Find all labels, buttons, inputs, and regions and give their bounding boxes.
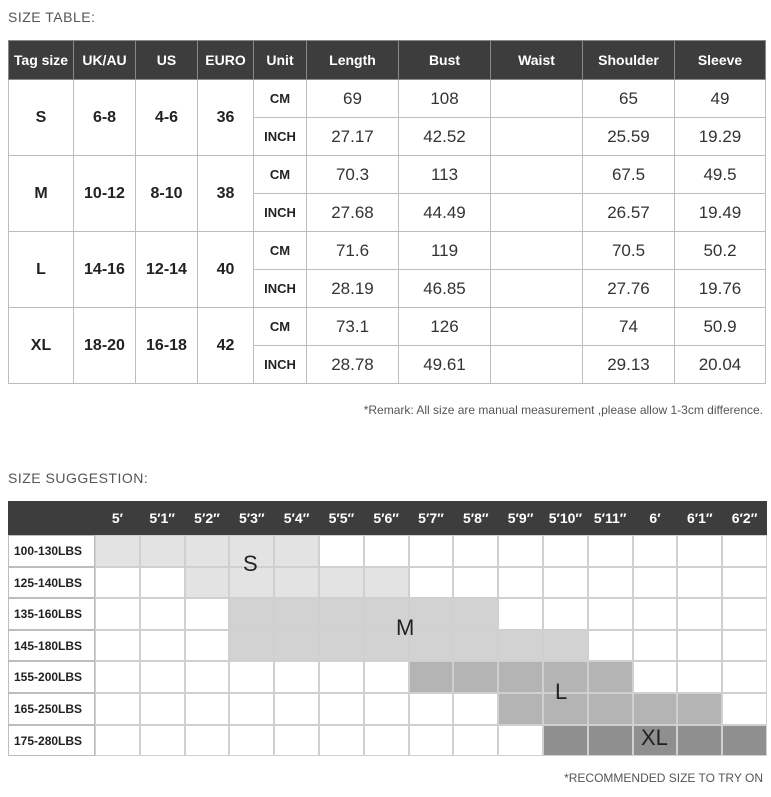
grid-cell	[677, 535, 722, 567]
size-cell-sleeve: 19.76	[675, 270, 766, 308]
grid-cell	[140, 725, 185, 757]
grid-cell	[409, 661, 454, 693]
size-cell-length: 69	[307, 80, 399, 118]
grid-cell	[319, 598, 364, 630]
size-table	[8, 40, 766, 384]
grid-cell	[319, 535, 364, 567]
weight-label: 145-180LBS	[8, 630, 95, 662]
height-header: 6′	[649, 510, 661, 526]
size-cell-length: 70.3	[307, 156, 399, 194]
size-cell-length: 27.17	[307, 118, 399, 156]
size-cell-shoulder: 67.5	[583, 156, 675, 194]
size-cell-unit: INCH	[254, 270, 307, 308]
size-cell-unit: INCH	[254, 346, 307, 384]
height-header: 5′6″	[373, 510, 400, 526]
size-cell-shoulder: 70.5	[583, 232, 675, 270]
height-header: 6′1″	[686, 510, 713, 526]
header-shoulder: Shoulder	[583, 41, 675, 80]
size-row-s-cm	[9, 80, 766, 118]
grid-cell	[409, 535, 454, 567]
grid-cell	[722, 630, 767, 662]
weight-label: 155-200LBS	[8, 661, 95, 693]
size-table-remark: *Remark: All size are manual measurement ,please allow 1-3cm difference.	[363, 403, 763, 417]
zone-label-l: L	[555, 679, 568, 704]
grid-cell	[409, 725, 454, 757]
height-header: 5′3″	[238, 510, 265, 526]
size-cell-us: 12-14	[136, 232, 198, 308]
grid-cell	[140, 567, 185, 599]
zone-label-m: M	[396, 615, 415, 640]
grid-cell	[722, 598, 767, 630]
header-sleeve: Sleeve	[675, 41, 766, 80]
header-euro: EURO	[198, 41, 254, 80]
grid-cell	[95, 693, 140, 725]
grid-cell	[274, 535, 319, 567]
size-cell-unit: INCH	[254, 194, 307, 232]
header-length: Length	[307, 41, 399, 80]
grid-cell	[409, 630, 454, 662]
grid-cell	[140, 535, 185, 567]
height-header: 5′11″	[593, 510, 627, 526]
grid-cell	[633, 661, 678, 693]
size-cell-unit: CM	[254, 308, 307, 346]
size-cell-waist	[491, 308, 583, 346]
grid-cell	[677, 567, 722, 599]
header-unit: Unit	[254, 41, 307, 80]
height-header: 5′8″	[462, 510, 489, 526]
grid-cell	[274, 567, 319, 599]
weight-label: 175-280LBS	[8, 725, 95, 757]
grid-cell	[498, 725, 543, 757]
size-table-header	[9, 41, 766, 80]
size-cell-bust: 44.49	[399, 194, 491, 232]
size-cell-euro: 40	[198, 232, 254, 308]
size-cell-uk: 6-8	[74, 80, 136, 156]
size-cell-uk: 18-20	[74, 308, 136, 384]
weight-label: 100-130LBS	[8, 535, 95, 567]
grid-cell	[319, 567, 364, 599]
grid-cell	[498, 567, 543, 599]
size-cell-waist	[491, 118, 583, 156]
grid-cell	[633, 567, 678, 599]
size-row-xl-cm	[9, 308, 766, 346]
grid-cell	[185, 661, 230, 693]
grid-cell	[588, 630, 633, 662]
grid-cell	[140, 661, 185, 693]
grid-cell	[588, 725, 633, 757]
grid-cell	[95, 630, 140, 662]
grid-cell	[633, 598, 678, 630]
height-header: 5′2″	[194, 510, 220, 526]
size-cell-shoulder: 27.76	[583, 270, 675, 308]
grid-cell	[498, 693, 543, 725]
grid-cell	[588, 598, 633, 630]
grid-cell	[274, 725, 319, 757]
grid-cell	[140, 598, 185, 630]
grid-cell	[453, 725, 498, 757]
size-cell-tag: XL	[9, 308, 74, 384]
size-cell-unit: CM	[254, 80, 307, 118]
grid-cell	[677, 661, 722, 693]
grid-cell	[185, 567, 230, 599]
size-cell-length: 27.68	[307, 194, 399, 232]
grid-cell	[543, 598, 588, 630]
grid-cell	[633, 693, 678, 725]
size-cell-shoulder: 25.59	[583, 118, 675, 156]
height-header: 5′4″	[283, 510, 310, 526]
grid-cell	[633, 630, 678, 662]
size-cell-length: 73.1	[307, 308, 399, 346]
grid-cell	[229, 630, 274, 662]
zone-label-xl: XL	[641, 725, 668, 750]
grid-cell	[185, 535, 230, 567]
grid-cell	[453, 661, 498, 693]
zone-label-s: S	[243, 551, 258, 576]
size-cell-bust: 49.61	[399, 346, 491, 384]
grid-cell	[95, 661, 140, 693]
grid-cell	[722, 567, 767, 599]
grid-cell	[229, 693, 274, 725]
header-waist: Waist	[491, 41, 583, 80]
grid-cell	[229, 661, 274, 693]
header-uk-au: UK/AU	[74, 41, 136, 80]
grid-cell	[677, 693, 722, 725]
weight-label: 135-160LBS	[8, 598, 95, 630]
header-tag-size: Tag size	[9, 41, 74, 80]
height-header: 5′7″	[418, 510, 444, 526]
size-cell-sleeve: 19.29	[675, 118, 766, 156]
grid-cell	[453, 630, 498, 662]
height-header: 5′	[111, 510, 123, 526]
size-cell-unit: INCH	[254, 118, 307, 156]
size-cell-bust: 46.85	[399, 270, 491, 308]
size-cell-euro: 42	[198, 308, 254, 384]
grid-cell	[453, 535, 498, 567]
grid-cell	[140, 630, 185, 662]
size-cell-length: 28.19	[307, 270, 399, 308]
grid-cell	[229, 725, 274, 757]
size-cell-euro: 36	[198, 80, 254, 156]
grid-cell	[543, 725, 588, 757]
size-cell-bust: 108	[399, 80, 491, 118]
size-cell-bust: 119	[399, 232, 491, 270]
header-bust: Bust	[399, 41, 491, 80]
grid-cell	[677, 725, 722, 757]
header-us: US	[136, 41, 198, 80]
size-cell-bust: 42.52	[399, 118, 491, 156]
grid-cell	[364, 535, 409, 567]
grid-cell	[633, 535, 678, 567]
size-cell-length: 71.6	[307, 232, 399, 270]
grid-cell	[453, 693, 498, 725]
grid-cell	[364, 661, 409, 693]
size-cell-tag: S	[9, 80, 74, 156]
grid-cell	[185, 630, 230, 662]
size-cell-shoulder: 74	[583, 308, 675, 346]
size-cell-euro: 38	[198, 156, 254, 232]
grid-cell	[409, 598, 454, 630]
grid-cell	[677, 598, 722, 630]
size-cell-length: 28.78	[307, 346, 399, 384]
size-cell-waist	[491, 156, 583, 194]
size-cell-sleeve: 19.49	[675, 194, 766, 232]
size-cell-sleeve: 50.9	[675, 308, 766, 346]
size-cell-waist	[491, 194, 583, 232]
grid-cell	[677, 630, 722, 662]
size-table-title: SIZE TABLE:	[8, 9, 96, 25]
size-suggestion-title: SIZE SUGGESTION:	[8, 470, 149, 486]
grid-cell	[185, 725, 230, 757]
grid-cell	[722, 661, 767, 693]
size-cell-us: 16-18	[136, 308, 198, 384]
grid-cell	[453, 567, 498, 599]
grid-cell	[95, 567, 140, 599]
height-header: 5′10″	[548, 510, 583, 526]
grid-cell	[319, 725, 364, 757]
size-cell-sleeve: 20.04	[675, 346, 766, 384]
height-header: 5′5″	[328, 510, 355, 526]
grid-cell	[722, 693, 767, 725]
height-header: 5′1″	[149, 510, 176, 526]
grid-cell	[722, 725, 767, 757]
grid-cell	[588, 661, 633, 693]
size-cell-us: 8-10	[136, 156, 198, 232]
grid-cell	[588, 535, 633, 567]
grid-cell	[498, 630, 543, 662]
grid-cell	[498, 535, 543, 567]
height-header: 5′9″	[507, 510, 534, 526]
grid-cell	[543, 567, 588, 599]
size-row-l-cm	[9, 232, 766, 270]
grid-cell	[364, 725, 409, 757]
weight-label: 165-250LBS	[8, 693, 95, 725]
size-cell-shoulder: 29.13	[583, 346, 675, 384]
grid-cell	[453, 598, 498, 630]
grid-cell	[274, 598, 319, 630]
grid-cell	[229, 598, 274, 630]
grid-cell	[498, 661, 543, 693]
size-cell-unit: CM	[254, 232, 307, 270]
grid-cell	[274, 693, 319, 725]
size-cell-uk: 10-12	[74, 156, 136, 232]
height-header: 6′2″	[731, 510, 758, 526]
grid-cell	[543, 535, 588, 567]
grid-cell	[319, 661, 364, 693]
size-cell-waist	[491, 80, 583, 118]
size-suggestion-remark: *RECOMMENDED SIZE TO TRY ON	[564, 771, 763, 785]
grid-cell	[95, 535, 140, 567]
size-cell-bust: 126	[399, 308, 491, 346]
size-suggestion-grid	[8, 501, 767, 757]
grid-cell	[274, 661, 319, 693]
grid-cell	[185, 598, 230, 630]
size-cell-tag: M	[9, 156, 74, 232]
size-cell-unit: CM	[254, 156, 307, 194]
size-cell-bust: 113	[399, 156, 491, 194]
size-cell-tag: L	[9, 232, 74, 308]
grid-cell	[543, 630, 588, 662]
weight-label: 125-140LBS	[8, 567, 95, 599]
size-cell-waist	[491, 270, 583, 308]
size-cell-sleeve: 50.2	[675, 232, 766, 270]
grid-cell	[274, 630, 319, 662]
grid-cell	[722, 535, 767, 567]
grid-cell	[364, 567, 409, 599]
grid-cell	[588, 693, 633, 725]
size-cell-sleeve: 49.5	[675, 156, 766, 194]
size-cell-waist	[491, 346, 583, 384]
size-cell-uk: 14-16	[74, 232, 136, 308]
size-cell-waist	[491, 232, 583, 270]
grid-cell	[409, 567, 454, 599]
grid-cell	[409, 693, 454, 725]
size-cell-us: 4-6	[136, 80, 198, 156]
grid-cell	[319, 693, 364, 725]
grid-cell	[319, 630, 364, 662]
size-cell-sleeve: 49	[675, 80, 766, 118]
grid-cell	[588, 567, 633, 599]
size-cell-shoulder: 26.57	[583, 194, 675, 232]
size-cell-shoulder: 65	[583, 80, 675, 118]
size-row-m-cm	[9, 156, 766, 194]
grid-cell	[364, 693, 409, 725]
grid-cell	[95, 725, 140, 757]
grid-cell	[185, 693, 230, 725]
grid-cell	[498, 598, 543, 630]
grid-cell	[95, 598, 140, 630]
grid-cell	[140, 693, 185, 725]
